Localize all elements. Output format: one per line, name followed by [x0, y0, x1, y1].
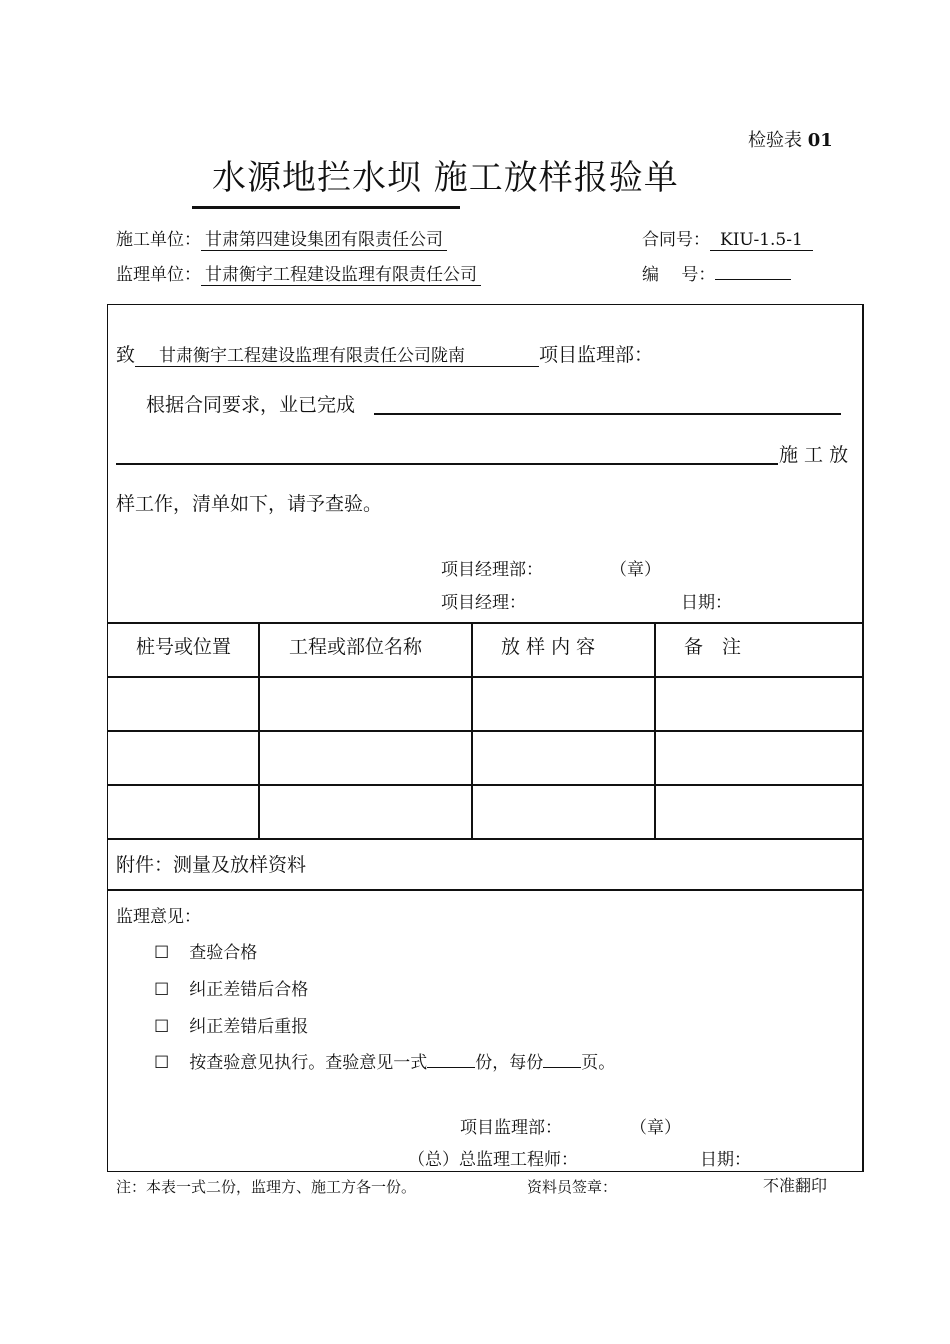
contractor-row — [116, 225, 447, 251]
addressee-suffix: 项目监理部： — [539, 344, 654, 366]
table-cell[interactable] — [656, 678, 861, 730]
copies-blank[interactable] — [427, 1051, 475, 1068]
checkbox-icon[interactable]: ☐ — [154, 1053, 170, 1073]
option-4-label-b: 份，每份 — [475, 1053, 544, 1073]
table-top-line — [107, 622, 863, 624]
table-cell[interactable] — [260, 678, 471, 730]
pm-label: 项目经理： — [441, 593, 526, 613]
seal-2: （章） — [630, 1118, 681, 1138]
addressee-prefix: 致 — [116, 344, 136, 366]
opinion-label: 监理意见： — [116, 907, 201, 927]
body-line-3: 样工作，清单如下，请予查验。 — [116, 493, 383, 515]
option-2-label: 纠正差错后合格 — [189, 980, 309, 1000]
th-remarks: 备 注 — [684, 636, 742, 658]
table-cell[interactable] — [109, 678, 258, 730]
contract-no-row — [642, 225, 813, 251]
checkbox-icon[interactable]: ☐ — [154, 980, 170, 1000]
table-cell[interactable] — [473, 678, 654, 730]
body-line-2-suffix: 施 工 放 — [779, 444, 849, 466]
attachment-line — [107, 889, 863, 891]
form-code — [748, 126, 833, 152]
form-code-label: 检验表 — [748, 130, 802, 151]
date-1-label: 日期： — [681, 593, 732, 613]
page-title: 水源地拦水坝 施工放样报验单 — [212, 158, 679, 198]
option-4-label-c: 页。 — [581, 1053, 616, 1073]
supervisor-label: 监理单位： — [116, 265, 201, 285]
pm-dept-label: 项目经理部： — [441, 560, 543, 580]
th-content: 放 样 内 容 — [501, 636, 596, 658]
th-part-name: 工程或部位名称 — [289, 636, 423, 658]
option-4 — [154, 1048, 615, 1073]
table-cell[interactable] — [260, 786, 471, 838]
table-cell[interactable] — [473, 786, 654, 838]
chief-engineer-label: （总）总监理工程师： — [408, 1150, 578, 1170]
body-line-1: 根据合同要求，业已完成 — [146, 394, 356, 416]
contract-no-value: KIU-1.5-1 — [710, 230, 813, 251]
title-underline — [192, 206, 460, 209]
supervisor-row — [116, 260, 481, 286]
serial-row — [642, 260, 791, 285]
option-3 — [154, 1012, 308, 1037]
addressee-row — [116, 340, 653, 367]
no-copy-notice: 不准翻印 — [763, 1176, 828, 1195]
option-3-label: 纠正差错后重报 — [189, 1017, 309, 1037]
table-cell[interactable] — [656, 786, 861, 838]
attachment-label: 附件：测量及放样资料 — [116, 854, 307, 876]
addressee-value: 甘肃衡宇工程建设监理有限责任公司陇南 — [135, 341, 539, 367]
checkbox-icon[interactable]: ☐ — [154, 943, 170, 963]
seal-1: （章） — [610, 560, 661, 580]
frame-edge — [862, 304, 863, 1172]
form-code-number: 01 — [807, 130, 833, 151]
checkbox-icon[interactable]: ☐ — [154, 1017, 170, 1037]
contract-no-label: 合同号： — [642, 230, 710, 250]
date-2-label: 日期： — [700, 1150, 751, 1170]
option-2 — [154, 975, 308, 1000]
table-bottom-line — [107, 838, 863, 840]
supervision-dept-label: 项目监理部： — [460, 1118, 562, 1138]
clerk-signature-label: 资料员签章： — [527, 1178, 618, 1196]
table-cell[interactable] — [473, 732, 654, 784]
contractor-value: 甘肃第四建设集团有限责任公司 — [201, 225, 447, 251]
table-cell[interactable] — [656, 732, 861, 784]
serial-blank[interactable] — [715, 279, 791, 280]
table-cell[interactable] — [109, 732, 258, 784]
contractor-label: 施工单位： — [116, 230, 201, 250]
serial-label: 编 号： — [642, 265, 716, 285]
option-1 — [154, 938, 257, 963]
footer-note: 注：本表一式二份，监理方、施工方各一份。 — [116, 1178, 417, 1196]
th-location: 桩号或位置 — [136, 636, 232, 658]
table-cell[interactable] — [109, 786, 258, 838]
table-cell[interactable] — [260, 732, 471, 784]
option-1-label: 查验合格 — [189, 943, 258, 963]
option-4-label-a: 按查验意见执行。查验意见一式 — [189, 1053, 428, 1073]
completed-work-blank[interactable] — [374, 413, 841, 415]
completed-work-blank-2[interactable] — [116, 463, 778, 465]
pages-blank[interactable] — [543, 1051, 581, 1068]
supervisor-value: 甘肃衡宇工程建设监理有限责任公司 — [201, 260, 481, 286]
